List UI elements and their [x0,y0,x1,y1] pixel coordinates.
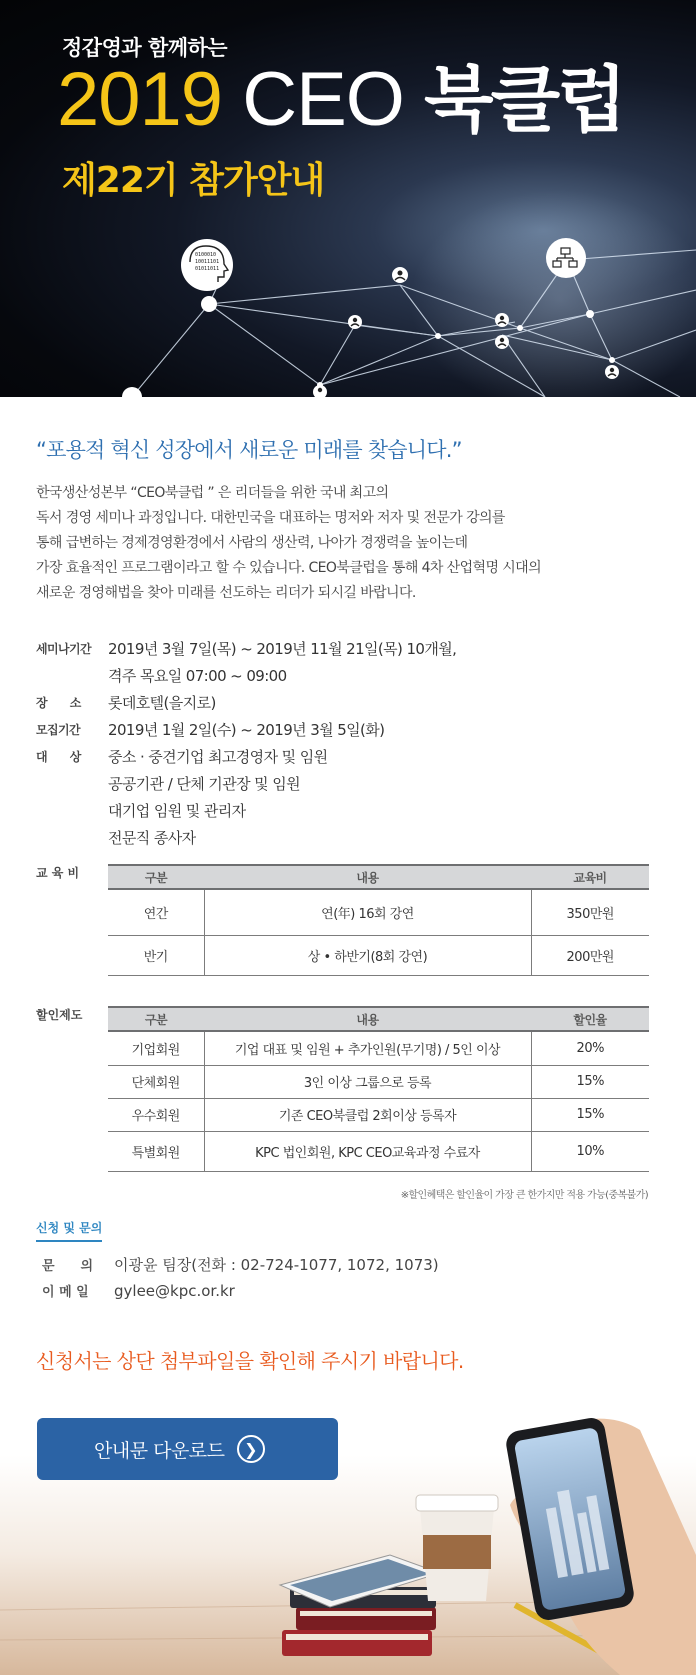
title-bookclub: 북클럽 [424,58,624,142]
email-link[interactable]: gylee@kpc.or.kr [114,1282,235,1300]
discount-table [108,1006,649,1172]
table-cell: 15% [531,1098,649,1131]
intro-line: 독서 경영 세미나 과정입니다. 대한민국을 대표하는 명저와 저자 및 전문가 강의를 [36,510,505,526]
table-cell: 상 • 하반기(8회 강연) [204,935,531,975]
discount-note: ※할인혜택은 할인율이 가장 큰 한가지만 적용 가능(중복불가) [400,1190,648,1201]
person-icon [495,335,509,349]
target-value: 중소 · 중견기업 최고경영자 및 임원 [108,748,328,766]
target-value: 공공기관 / 단체 기관장 및 임원 [108,775,300,793]
place-label: 장 소 [36,696,81,710]
contact-email [42,1281,235,1300]
fee-label: 교 육 비 [36,866,80,880]
table-header: 구분 [108,865,204,889]
table-row [108,1031,649,1065]
table-cell: 연(年) 16회 강연 [204,889,531,935]
svg-text:0100010: 0100010 [195,252,217,258]
table-cell: 기업 대표 및 임원 + 추가인원(무기명) / 5인 이상 [204,1031,531,1065]
table-header: 내용 [204,1007,531,1031]
recruit-label: 모집기간 [36,723,80,737]
contact-inquiry [42,1254,439,1275]
coffee-cup-icon [416,1495,498,1601]
table-header-row [108,1007,649,1031]
email-label: 이 메 일 [42,1285,89,1300]
table-cell: 10% [531,1131,649,1171]
table-cell: 기업회원 [108,1031,204,1065]
download-button-label: 안내문 다운로드 [94,1439,225,1462]
discount-label: 할인제도 [36,1008,83,1022]
person-icon [348,315,362,329]
person-icon [313,385,327,397]
table-row [108,1065,649,1098]
table-row [108,889,649,935]
table-header: 할인율 [531,1007,649,1031]
intro-line: 가장 효율적인 프로그램이라고 할 수 있습니다. CEO북클럽을 통해 4차 산업혁명 시대의 [36,560,541,576]
table-header: 구분 [108,1007,204,1031]
attachment-notice: 신청서는 상단 첨부파일을 확인해 주시기 바랍니다. [36,1349,464,1373]
table-cell: 우수회원 [108,1098,204,1131]
table-row [108,1131,649,1171]
table-header-row [108,865,649,889]
table-cell: 200만원 [531,935,649,975]
table-cell: 350만원 [531,889,649,935]
recruit-value: 2019년 1월 2일(수) ~ 2019년 3월 5일(화) [108,721,385,739]
inquiry-label: 문 의 [42,1259,94,1274]
hero-generation: 제22기 참가안내 [62,160,325,201]
download-guide-button[interactable] [37,1418,338,1480]
place-value: 롯데호텔(을지로) [108,694,216,712]
intro-line: 통해 급변하는 경제경영환경에서 사람의 생산력, 나아가 경쟁력을 높이는데 [36,535,468,551]
headline-quote: “포용적 혁신 성장에서 새로운 미래를 찾습니다.” [36,438,462,462]
intro-line: 새로운 경영해법을 찾아 미래를 선도하는 리더가 되시길 바랍니다. [36,585,416,601]
chevron-right-icon: ❯ [237,1435,265,1463]
contact-heading: 신청 및 문의 [36,1219,102,1242]
table-cell: 기존 CEO북클럽 2회이상 등록자 [204,1098,531,1131]
hero-pretitle: 정갑영과 함께하는 [62,36,228,60]
table-cell: 20% [531,1031,649,1065]
target-label: 대 상 [36,750,81,764]
table-row [108,935,649,975]
table-cell: 반기 [108,935,204,975]
intro-line: 한국생산성본부 “CEO북클럽 ” 은 리더들을 위한 국내 최고의 [36,485,389,501]
period-value-2: 격주 목요일 07:00 ~ 09:00 [108,667,287,685]
fee-table [108,864,649,976]
table-cell: 단체회원 [108,1065,204,1098]
target-value: 대기업 임원 및 관리자 [108,802,246,820]
svg-text:10011101: 10011101 [195,259,220,265]
table-cell: KPC 법인회원, KPC CEO교육과정 수료자 [204,1131,531,1171]
ai-head-icon [181,239,233,291]
intro-paragraph [36,481,656,606]
target-value: 전문직 종사자 [108,829,196,847]
inquiry-value: 이광윤 팀장(전화 : 02-724-1077, 1072, 1073) [114,1256,439,1274]
table-header: 내용 [204,865,531,889]
table-cell: 15% [531,1065,649,1098]
table-cell: 특별회원 [108,1131,204,1171]
table-row [108,1098,649,1131]
svg-text:01011011: 01011011 [195,266,220,272]
org-chart-icon [546,238,586,278]
period-label: 세미나기간 [36,642,91,656]
hero-banner [0,0,696,397]
person-icon [605,365,619,379]
table-cell: 연간 [108,889,204,935]
person-icon [392,267,408,283]
title-ceo: CEO [242,57,404,142]
table-cell: 3인 이상 그룹으로 등록 [204,1065,531,1098]
hero-title [57,57,624,142]
period-value: 2019년 3월 7일(목) ~ 2019년 11월 21일(목) 10개월, [108,640,457,658]
table-header: 교육비 [531,865,649,889]
person-icon [495,313,509,327]
title-year: 2019 [57,57,223,142]
